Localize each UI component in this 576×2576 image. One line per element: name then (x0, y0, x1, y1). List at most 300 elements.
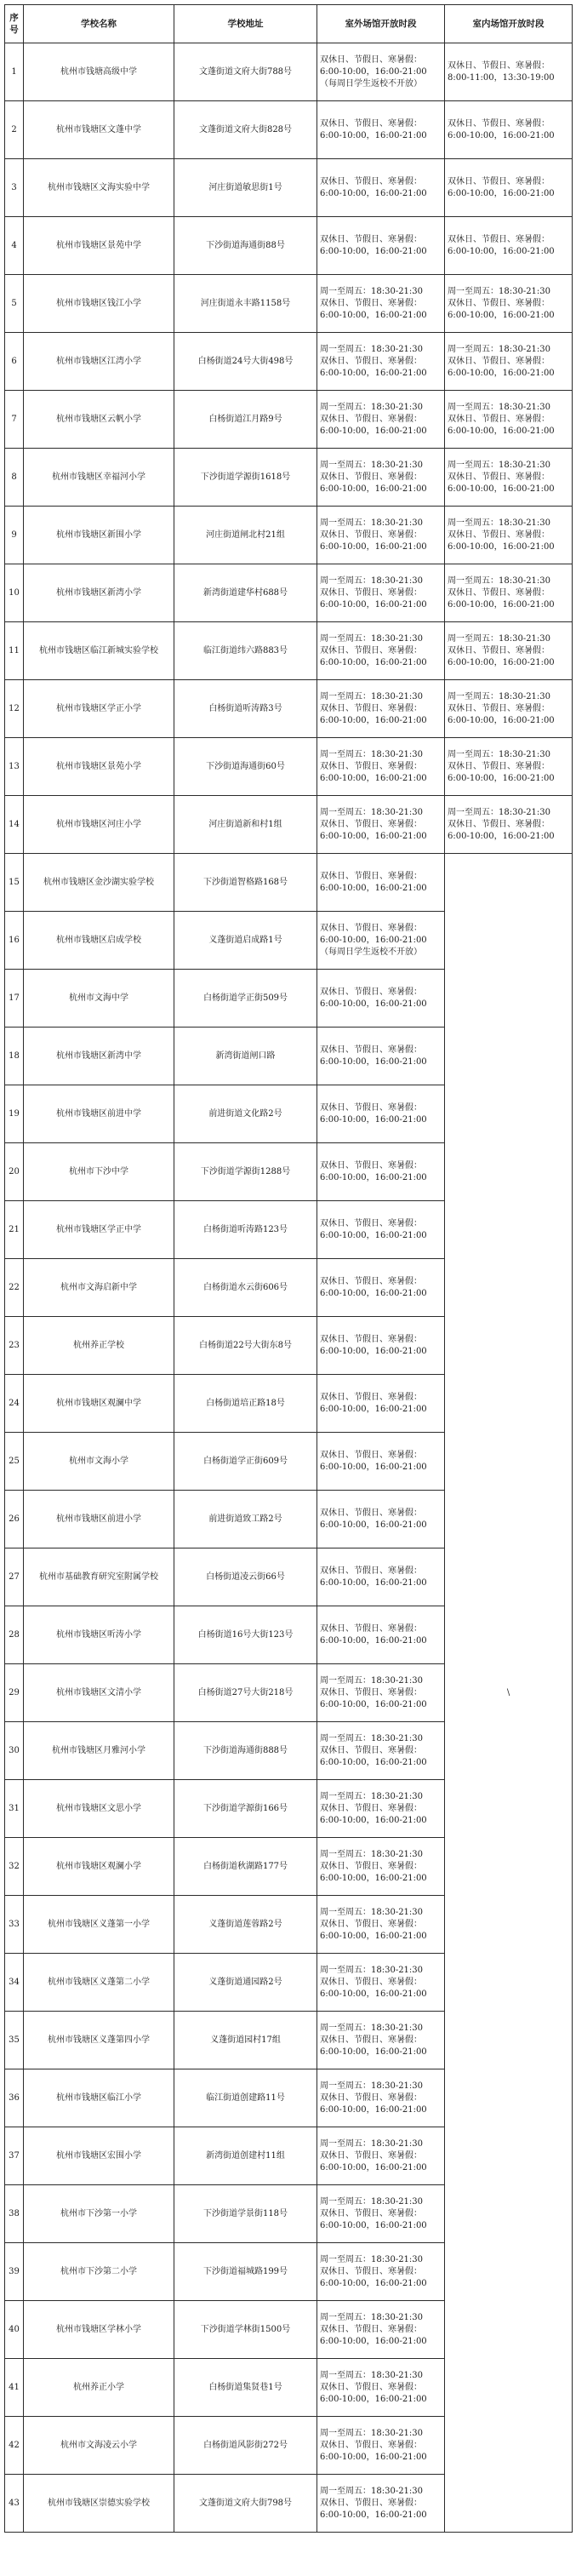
indoor-hours-line: 双休日、节假日、寒暑假： (448, 176, 550, 186)
indoor-hours-line: 6:00-10:00，16:00-21:00 (448, 541, 555, 552)
outdoor-hours-line: 6:00-10:00，16:00-21:00 (320, 1577, 427, 1588)
row-number: 2 (5, 101, 24, 159)
row-number: 29 (5, 1664, 24, 1722)
school-address: 白杨街道22号大街东8号 (174, 1317, 317, 1375)
outdoor-hours-line: 周一至周五：18:30-21:30 (320, 749, 424, 759)
school-address: 白杨街道16号大街123号 (174, 1606, 317, 1664)
school-name: 杭州市钱塘区金沙湖实验学校 (24, 854, 174, 912)
outdoor-hours (317, 1201, 445, 1259)
outdoor-hours-line: 双休日、节假日、寒暑假： (320, 703, 422, 713)
outdoor-hours-line: 6:00-10:00，16:00-21:00 (320, 66, 427, 77)
table-row (5, 738, 573, 796)
outdoor-hours-line: 6:00-10:00，16:00-21:00 (320, 2104, 427, 2115)
indoor-hours-line: 双休日、节假日、寒暑假： (448, 472, 550, 482)
row-number: 21 (5, 1201, 24, 1259)
indoor-hours (445, 622, 573, 680)
indoor-hours-line: 周一至周五：18:30-21:30 (448, 286, 551, 296)
outdoor-hours-line: 6:00-10:00，16:00-21:00 (320, 484, 427, 494)
indoor-hours (445, 217, 573, 275)
row-number: 3 (5, 159, 24, 217)
row-number: 9 (5, 507, 24, 564)
outdoor-hours (317, 1838, 445, 1896)
indoor-hours-line: 双休日、节假日、寒暑假： (448, 234, 550, 244)
outdoor-hours-line: 双休日、节假日、寒暑假： (320, 2382, 422, 2392)
school-address: 新湾街道闸口路 (174, 1028, 317, 1085)
outdoor-hours-line: 双休日、节假日、寒暑假： (320, 1977, 422, 1987)
outdoor-hours (317, 1606, 445, 1664)
school-name: 杭州市钱塘区宏围小学 (24, 2127, 174, 2185)
school-name: 杭州市钱塘区义蓬第二小学 (24, 1954, 174, 2012)
outdoor-hours (317, 2359, 445, 2417)
outdoor-hours-line: 6:00-10:00，16:00-21:00 (320, 368, 427, 378)
outdoor-hours-line: 周一至周五：18:30-21:30 (320, 633, 424, 644)
indoor-hours (445, 507, 573, 564)
outdoor-hours-line: 周一至周五：18:30-21:30 (320, 1965, 424, 1975)
row-number: 38 (5, 2185, 24, 2243)
school-name: 杭州市文海中学 (24, 970, 174, 1028)
outdoor-hours-line: 6:00-10:00，16:00-21:00 (320, 130, 427, 140)
outdoor-hours (317, 1491, 445, 1548)
school-name: 杭州市钱塘区听涛小学 (24, 1606, 174, 1664)
row-number: 43 (5, 2475, 24, 2533)
outdoor-hours-line: 6:00-10:00，16:00-21:00 (320, 935, 427, 945)
school-address: 白杨街道培正路18号 (174, 1375, 317, 1433)
indoor-hours-merged: \ (445, 854, 573, 2533)
row-number: 10 (5, 564, 24, 622)
outdoor-hours-line: 6:00-10:00，16:00-21:00 (320, 883, 427, 893)
outdoor-hours-line: 6:00-10:00，16:00-21:00 (320, 1757, 427, 1767)
school-address: 白杨街道江月路9号 (174, 391, 317, 449)
outdoor-hours-line: 6:00-10:00，16:00-21:00 (320, 1172, 427, 1182)
outdoor-hours-line: 双休日、节假日、寒暑假： (320, 118, 422, 129)
row-number: 12 (5, 680, 24, 738)
outdoor-hours-line: 双休日、节假日、寒暑假： (320, 1623, 422, 1634)
outdoor-hours (317, 622, 445, 680)
outdoor-hours-line: 双休日、节假日、寒暑假： (320, 761, 422, 771)
table-row (5, 507, 573, 564)
outdoor-hours-line: 双休日、节假日、寒暑假： (320, 234, 422, 244)
school-address: 白杨街道学正街609号 (174, 1433, 317, 1491)
outdoor-hours-line: 周一至周五：18:30-21:30 (320, 2138, 424, 2149)
outdoor-hours (317, 1085, 445, 1143)
school-address: 下沙街道学源街1288号 (174, 1143, 317, 1201)
school-address: 下沙街道学林街1500号 (174, 2301, 317, 2359)
school-address: 河庄街道闸北村21组 (174, 507, 317, 564)
outdoor-hours (317, 2127, 445, 2185)
outdoor-hours-line: 周一至周五：18:30-21:30 (320, 1791, 424, 1801)
outdoor-hours-line: 双休日、节假日、寒暑假： (320, 1334, 422, 1344)
outdoor-hours-line: 双休日、节假日、寒暑假： (320, 54, 422, 65)
outdoor-hours-line: 周一至周五：18:30-21:30 (320, 1849, 424, 1859)
outdoor-hours (317, 217, 445, 275)
school-name: 杭州市钱塘区学林小学 (24, 2301, 174, 2359)
indoor-hours-line: 6:00-10:00，16:00-21:00 (448, 426, 555, 436)
indoor-hours-line: 双休日、节假日、寒暑假： (448, 703, 550, 713)
indoor-hours-line: 双休日、节假日、寒暑假： (448, 60, 550, 71)
table-row (5, 391, 573, 449)
outdoor-hours-line: 双休日、节假日、寒暑假： (320, 1919, 422, 1929)
outdoor-hours (317, 2301, 445, 2359)
outdoor-hours-line: 双休日、节假日、寒暑假： (320, 1276, 422, 1286)
row-number: 32 (5, 1838, 24, 1896)
outdoor-hours-line: 6:00-10:00，16:00-21:00 (320, 715, 427, 725)
outdoor-hours-line: 双休日、节假日、寒暑假： (320, 2035, 422, 2045)
school-name: 杭州市钱塘区崇德实验学校 (24, 2475, 174, 2533)
outdoor-hours (317, 1317, 445, 1375)
outdoor-hours (317, 1143, 445, 1201)
row-number: 5 (5, 275, 24, 333)
outdoor-hours-line: 周一至周五：18:30-21:30 (320, 2254, 424, 2264)
row-number: 33 (5, 1896, 24, 1954)
indoor-hours-line: 6:00-10:00，16:00-21:00 (448, 773, 555, 783)
indoor-hours (445, 43, 573, 101)
school-name: 杭州养正小学 (24, 2359, 174, 2417)
indoor-hours-line: 双休日、节假日、寒暑假： (448, 761, 550, 771)
indoor-hours-line: 6:00-10:00，16:00-21:00 (448, 715, 555, 725)
indoor-hours-line: 6:00-10:00，16:00-21:00 (448, 188, 555, 198)
row-number: 40 (5, 2301, 24, 2359)
school-name: 杭州市钱塘区文清小学 (24, 1664, 174, 1722)
school-address: 下沙街道学景街118号 (174, 2185, 317, 2243)
school-address: 临江街道纬六路883号 (174, 622, 317, 680)
outdoor-hours-line: 周一至周五：18:30-21:30 (320, 1675, 424, 1686)
outdoor-hours-line: 双休日、节假日、寒暑假： (320, 871, 422, 881)
indoor-hours-line: 6:00-10:00，16:00-21:00 (448, 599, 555, 610)
outdoor-hours (317, 738, 445, 796)
indoor-hours-line: 周一至周五：18:30-21:30 (448, 575, 551, 586)
school-address: 文蓬街道文府大街788号 (174, 43, 317, 101)
outdoor-hours-line: 双休日、节假日、寒暑假： (320, 1045, 422, 1055)
row-number: 4 (5, 217, 24, 275)
school-name: 杭州市钱塘区临江新城实验学校 (24, 622, 174, 680)
outdoor-hours-line: 周一至周五：18:30-21:30 (320, 2023, 424, 2033)
row-number: 18 (5, 1028, 24, 1085)
outdoor-hours (317, 2243, 445, 2301)
outdoor-hours-line: 双休日、节假日、寒暑假： (320, 1160, 422, 1171)
outdoor-hours-line: 周一至周五：18:30-21:30 (320, 2370, 424, 2380)
row-number: 26 (5, 1491, 24, 1548)
outdoor-hours-line: 6:00-10:00，16:00-21:00 (320, 1346, 427, 1356)
outdoor-hours-line: 双休日、节假日、寒暑假： (320, 1566, 422, 1576)
school-address: 白杨街道学正街509号 (174, 970, 317, 1028)
outdoor-hours-line: 双休日、节假日、寒暑假： (320, 1803, 422, 1813)
outdoor-hours-line: 双休日、节假日、寒暑假： (320, 923, 422, 933)
school-name: 杭州养正学校 (24, 1317, 174, 1375)
outdoor-hours (317, 2012, 445, 2069)
row-number: 24 (5, 1375, 24, 1433)
outdoor-hours-line: 周一至周五：18:30-21:30 (320, 575, 424, 586)
outdoor-hours-line: 双休日、节假日、寒暑假： (320, 987, 422, 997)
outdoor-hours (317, 2069, 445, 2127)
school-address: 白杨街道秋湖路177号 (174, 1838, 317, 1896)
school-address: 下沙街道学源街166号 (174, 1780, 317, 1838)
school-address: 临江街道创建路11号 (174, 2069, 317, 2127)
school-name: 杭州市钱塘区月雅河小学 (24, 1722, 174, 1780)
outdoor-hours (317, 1896, 445, 1954)
school-address: 新湾街道建华村688号 (174, 564, 317, 622)
row-number: 28 (5, 1606, 24, 1664)
outdoor-hours (317, 1780, 445, 1838)
outdoor-hours-line: 6:00-10:00，16:00-21:00 (320, 2220, 427, 2230)
outdoor-hours (317, 159, 445, 217)
school-name: 杭州市下沙中学 (24, 1143, 174, 1201)
school-address: 下沙街道智格路168号 (174, 854, 317, 912)
indoor-hours-line: 双休日、节假日、寒暑假： (448, 530, 550, 540)
indoor-hours-line: 周一至周五：18:30-21:30 (448, 691, 551, 701)
school-name: 杭州市钱塘区观澜小学 (24, 1838, 174, 1896)
outdoor-hours-line: 6:00-10:00，16:00-21:00 (320, 1230, 427, 1240)
outdoor-hours-line: 周一至周五：18:30-21:30 (320, 2312, 424, 2322)
row-number: 31 (5, 1780, 24, 1838)
outdoor-hours-line: 6:00-10:00，16:00-21:00 (320, 1931, 427, 1941)
outdoor-hours-line: 双休日、节假日、寒暑假： (320, 356, 422, 366)
outdoor-hours-line: 周一至周五：18:30-21:30 (320, 1907, 424, 1917)
outdoor-hours (317, 1433, 445, 1491)
school-address: 白杨街道听涛路123号 (174, 1201, 317, 1259)
outdoor-hours-line: 双休日、节假日、寒暑假： (320, 1450, 422, 1460)
outdoor-hours (317, 2475, 445, 2533)
outdoor-hours-line: 6:00-10:00，16:00-21:00 (320, 2452, 427, 2462)
school-name: 杭州市文海凌云小学 (24, 2417, 174, 2475)
row-number: 17 (5, 970, 24, 1028)
indoor-hours-line: 8:00-11:00，13:30-19:00 (448, 72, 555, 83)
outdoor-hours-line: 双休日、节假日、寒暑假： (320, 2498, 422, 2508)
school-name: 杭州市钱塘区新湾中学 (24, 1028, 174, 1085)
outdoor-hours (317, 101, 445, 159)
outdoor-hours-line: 双休日、节假日、寒暑假： (320, 645, 422, 655)
school-name: 杭州市钱塘区义蓬第四小学 (24, 2012, 174, 2069)
outdoor-hours (317, 854, 445, 912)
row-number: 16 (5, 912, 24, 970)
outdoor-hours-line: 6:00-10:00，16:00-21:00 (320, 831, 427, 841)
outdoor-hours-line: 6:00-10:00，16:00-21:00 (320, 1462, 427, 1472)
indoor-hours-line: 双休日、节假日、寒暑假： (448, 819, 550, 829)
indoor-hours-line: 6:00-10:00，16:00-21:00 (448, 657, 555, 667)
school-name: 杭州市钱塘区景苑小学 (24, 738, 174, 796)
row-number: 39 (5, 2243, 24, 2301)
outdoor-hours-line: 双休日、节假日、寒暑假： (320, 1102, 422, 1113)
table-row (5, 43, 573, 101)
indoor-hours (445, 449, 573, 507)
school-name: 杭州市钱塘区学正中学 (24, 1201, 174, 1259)
row-number: 34 (5, 1954, 24, 2012)
indoor-hours-line: 周一至周五：18:30-21:30 (448, 518, 551, 528)
outdoor-hours-line: 周一至周五：18:30-21:30 (320, 518, 424, 528)
indoor-hours (445, 738, 573, 796)
outdoor-hours-line: 6:00-10:00，16:00-21:00 (320, 246, 427, 256)
outdoor-hours (317, 1722, 445, 1780)
outdoor-hours-line: 周一至周五：18:30-21:30 (320, 460, 424, 470)
school-address: 前进街道文化路2号 (174, 1085, 317, 1143)
school-address: 新湾街道创建村11组 (174, 2127, 317, 2185)
school-address: 白杨街道水云街606号 (174, 1259, 317, 1317)
row-number: 35 (5, 2012, 24, 2069)
outdoor-hours (317, 391, 445, 449)
header-indoor: 室内场馆开放时段 (445, 5, 573, 43)
outdoor-hours-line: 周一至周五：18:30-21:30 (320, 2428, 424, 2438)
school-address: 义蓬街道莲蓉路2号 (174, 1896, 317, 1954)
outdoor-hours (317, 2417, 445, 2475)
school-name: 杭州市钱塘区河庄小学 (24, 796, 174, 854)
row-number: 20 (5, 1143, 24, 1201)
outdoor-hours-line: 6:00-10:00，16:00-21:00 (320, 2510, 427, 2520)
school-name: 杭州市钱塘区学正小学 (24, 680, 174, 738)
outdoor-hours-line: 6:00-10:00，16:00-21:00 (320, 999, 427, 1009)
row-number: 11 (5, 622, 24, 680)
indoor-hours-line: 双休日、节假日、寒暑假： (448, 587, 550, 598)
outdoor-hours (317, 796, 445, 854)
school-address: 河庄街道敏思街1号 (174, 159, 317, 217)
school-address: 下沙街道学源街1618号 (174, 449, 317, 507)
indoor-hours-line: 双休日、节假日、寒暑假： (448, 356, 550, 366)
school-address: 文蓬街道文府大街798号 (174, 2475, 317, 2533)
outdoor-hours-line: 周一至周五：18:30-21:30 (320, 286, 424, 296)
school-name: 杭州市钱塘区江湾小学 (24, 333, 174, 391)
school-name: 杭州市文海小学 (24, 1433, 174, 1491)
outdoor-hours-line: 6:00-10:00，16:00-21:00 (320, 1699, 427, 1709)
indoor-hours (445, 564, 573, 622)
row-number: 42 (5, 2417, 24, 2475)
school-address: 白杨街道凌云街66号 (174, 1548, 317, 1606)
row-number: 23 (5, 1317, 24, 1375)
school-name: 杭州市基础教育研究室附属学校 (24, 1548, 174, 1606)
outdoor-hours-line: 周一至周五：18:30-21:30 (320, 344, 424, 354)
school-name: 杭州市钱塘区文蓬中学 (24, 101, 174, 159)
outdoor-hours-line: 周一至周五：18:30-21:30 (320, 691, 424, 701)
row-number: 41 (5, 2359, 24, 2417)
row-number: 25 (5, 1433, 24, 1491)
indoor-hours-line: 周一至周五：18:30-21:30 (448, 344, 551, 354)
outdoor-hours-line: 双休日、节假日、寒暑假： (320, 1745, 422, 1755)
school-address: 下沙街道海通街888号 (174, 1722, 317, 1780)
row-number: 6 (5, 333, 24, 391)
outdoor-hours-line: 双休日、节假日、寒暑假： (320, 587, 422, 598)
indoor-hours-line: 6:00-10:00，16:00-21:00 (448, 484, 555, 494)
school-address: 河庄街道永丰路1158号 (174, 275, 317, 333)
header-name: 学校名称 (24, 5, 174, 43)
school-name: 杭州市下沙第二小学 (24, 2243, 174, 2301)
indoor-hours-line: 6:00-10:00，16:00-21:00 (448, 130, 555, 140)
school-name: 杭州市钱塘区新围小学 (24, 507, 174, 564)
outdoor-hours-line: 6:00-10:00，16:00-21:00 (320, 1635, 427, 1646)
table-row (5, 217, 573, 275)
outdoor-hours (317, 2185, 445, 2243)
row-number: 8 (5, 449, 24, 507)
outdoor-hours-line: 6:00-10:00，16:00-21:00 (320, 1815, 427, 1825)
school-address: 白杨街道风影街272号 (174, 2417, 317, 2475)
indoor-hours-line: 周一至周五：18:30-21:30 (448, 749, 551, 759)
outdoor-hours-line: 6:00-10:00，16:00-21:00 (320, 599, 427, 610)
outdoor-hours-line: 双休日、节假日、寒暑假： (320, 2324, 422, 2334)
school-address: 白杨街道27号大街218号 (174, 1664, 317, 1722)
school-name: 杭州市钱塘区观澜中学 (24, 1375, 174, 1433)
indoor-hours-line: 双休日、节假日、寒暑假： (448, 118, 550, 129)
school-name: 杭州市钱塘区钱江小学 (24, 275, 174, 333)
indoor-hours-line: 6:00-10:00，16:00-21:00 (448, 310, 555, 320)
outdoor-hours (317, 1548, 445, 1606)
outdoor-hours-line: 6:00-10:00，16:00-21:00 (320, 188, 427, 198)
outdoor-hours-line: 6:00-10:00，16:00-21:00 (320, 310, 427, 320)
school-address: 文蓬街道文府大街828号 (174, 101, 317, 159)
school-name: 杭州市文海启新中学 (24, 1259, 174, 1317)
outdoor-hours-line: 6:00-10:00，16:00-21:00 (320, 1989, 427, 1999)
indoor-hours-line: 周一至周五：18:30-21:30 (448, 402, 551, 412)
outdoor-hours (317, 912, 445, 970)
indoor-hours (445, 796, 573, 854)
outdoor-hours (317, 333, 445, 391)
outdoor-hours-line: 6:00-10:00，16:00-21:00 (320, 541, 427, 552)
school-address: 下沙街道海通街88号 (174, 217, 317, 275)
outdoor-hours-line: 6:00-10:00，16:00-21:00 (320, 2162, 427, 2172)
indoor-hours-line: 6:00-10:00，16:00-21:00 (448, 831, 555, 841)
table-row (5, 854, 573, 912)
table-row (5, 101, 573, 159)
outdoor-hours-line: 6:00-10:00，16:00-21:00 (320, 1114, 427, 1125)
outdoor-hours-line: 周一至周五：18:30-21:30 (320, 1733, 424, 1743)
indoor-hours (445, 101, 573, 159)
indoor-hours-line: 周一至周五：18:30-21:30 (448, 460, 551, 470)
outdoor-hours (317, 564, 445, 622)
school-name: 杭州市钱塘区启成学校 (24, 912, 174, 970)
row-number: 7 (5, 391, 24, 449)
school-name: 杭州市钱塘高级中学 (24, 43, 174, 101)
table-row (5, 564, 573, 622)
row-number: 13 (5, 738, 24, 796)
outdoor-hours-line: 6:00-10:00，16:00-21:00 (320, 1873, 427, 1883)
outdoor-hours-line: 双休日、节假日、寒暑假： (320, 414, 422, 424)
outdoor-hours-line: 双休日、节假日、寒暑假： (320, 2092, 422, 2103)
table-body (5, 43, 573, 2533)
outdoor-hours-line: 双休日、节假日、寒暑假： (320, 2266, 422, 2276)
school-name: 杭州市钱塘区云帆小学 (24, 391, 174, 449)
outdoor-hours (317, 1664, 445, 1722)
outdoor-hours-line: 双休日、节假日、寒暑假： (320, 472, 422, 482)
school-address: 义蓬街道通园路2号 (174, 1954, 317, 2012)
row-number: 27 (5, 1548, 24, 1606)
indoor-hours-line: 双休日、节假日、寒暑假： (448, 645, 550, 655)
indoor-hours-line: 周一至周五：18:30-21:30 (448, 633, 551, 644)
outdoor-hours (317, 43, 445, 101)
school-name: 杭州市钱塘区文思小学 (24, 1780, 174, 1838)
outdoor-hours-line: 周一至周五：18:30-21:30 (320, 807, 424, 817)
indoor-hours (445, 391, 573, 449)
school-name: 杭州市钱塘区前进小学 (24, 1491, 174, 1548)
outdoor-hours-line: 6:00-10:00，16:00-21:00 (320, 426, 427, 436)
school-address: 河庄街道新和村1组 (174, 796, 317, 854)
table-row (5, 796, 573, 854)
header-outdoor: 室外场馆开放时段 (317, 5, 445, 43)
row-number: 36 (5, 2069, 24, 2127)
outdoor-hours-line: 6:00-10:00，16:00-21:00 (320, 2278, 427, 2288)
outdoor-hours-line: 双休日、节假日、寒暑假： (320, 2208, 422, 2218)
row-number: 37 (5, 2127, 24, 2185)
header-address: 学校地址 (174, 5, 317, 43)
school-name: 杭州市钱塘区景苑中学 (24, 217, 174, 275)
outdoor-hours-line: 6:00-10:00，16:00-21:00 (320, 657, 427, 667)
outdoor-hours (317, 275, 445, 333)
school-venue-table (4, 4, 573, 2533)
outdoor-hours-line: 双休日、节假日、寒暑假： (320, 1218, 422, 1228)
school-name: 杭州市钱塘区临江小学 (24, 2069, 174, 2127)
row-number: 15 (5, 854, 24, 912)
outdoor-hours-line: （每周日学生返校不开放） (320, 947, 422, 957)
school-name: 杭州市钱塘区前进中学 (24, 1085, 174, 1143)
school-address: 前进街道致工路2号 (174, 1491, 317, 1548)
indoor-hours-line: 周一至周五：18:30-21:30 (448, 807, 551, 817)
table-row (5, 680, 573, 738)
outdoor-hours-line: 双休日、节假日、寒暑假： (320, 1392, 422, 1402)
row-number: 22 (5, 1259, 24, 1317)
